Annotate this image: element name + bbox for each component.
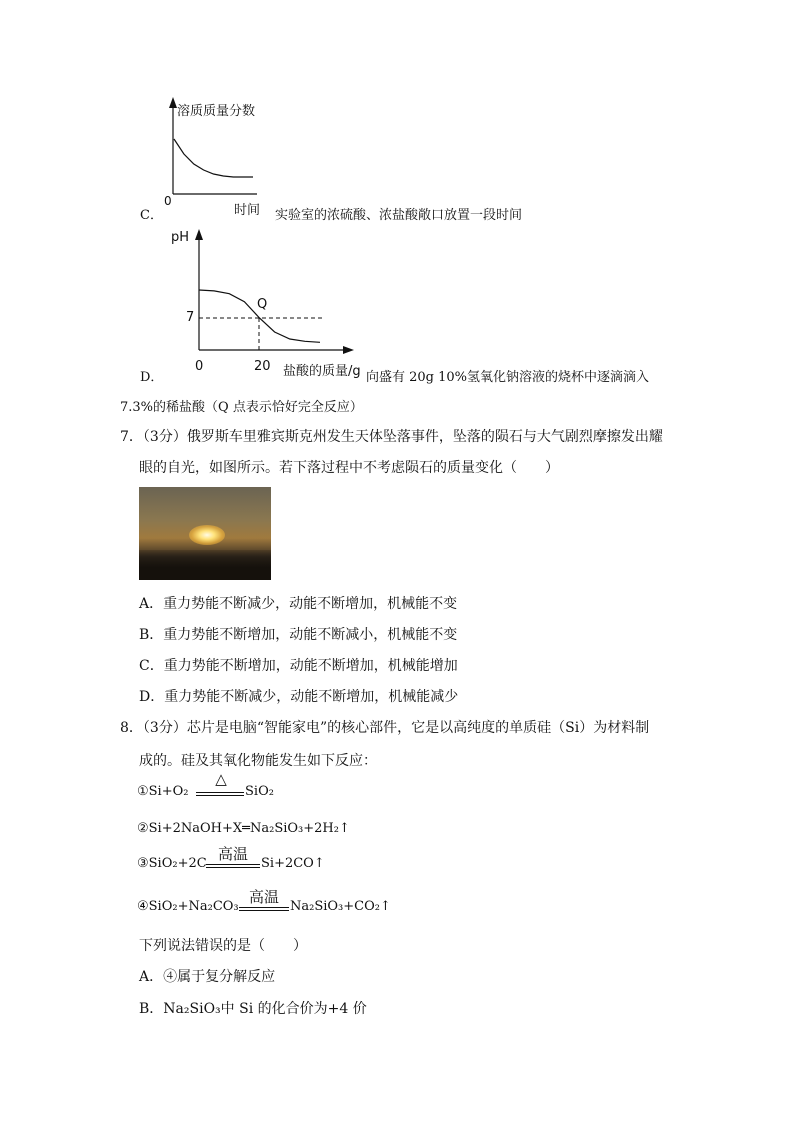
option-c-text: 实验室的浓硫酸、浓盐酸敞口放置一段时间	[275, 208, 523, 223]
reaction-4-num: ④	[137, 899, 149, 914]
q7-line1: （3分）俄罗斯车里雅宾斯克州发生天体坠落事件，坠落的陨石与大气剧烈摩擦发出耀	[142, 429, 663, 445]
reaction-3-reactants: SiO₂+2C	[148, 856, 207, 871]
tree-silhouette	[139, 550, 271, 580]
reaction-3-left	[137, 856, 207, 871]
q7-option-d: D．重力势能不断减少，动能不断增加，机械能减少	[139, 689, 459, 705]
chart-c-origin: 0	[164, 194, 172, 208]
q8-prompt: 下列说法错误的是（ ）	[139, 938, 307, 954]
reaction-1-equals	[196, 792, 244, 796]
q7-stem-line1	[120, 426, 663, 446]
q7-option-b: B．重力势能不断增加，动能不断减小，机械能不变	[139, 627, 458, 643]
q8-line1: （3分）芯片是电脑“智能家电”的核心部件，它是以高纯度的单质硅（Si）为材料制	[142, 720, 650, 736]
chart-d-x-tick: 20	[254, 359, 271, 374]
chart-d-origin: 0	[195, 359, 204, 374]
chart-d-xlabel: 盐酸的质量/g	[283, 364, 361, 379]
chart-d-ylabel: pH	[171, 230, 190, 245]
q7-number: 7．	[120, 429, 143, 445]
reaction-3-equals	[206, 864, 260, 868]
reaction-3-num: ③	[137, 856, 149, 871]
reaction-4-condition: 高温	[248, 888, 279, 906]
option-d-text-line2: 7.3%的稀盐酸（Q 点表示恰好完全反应）	[120, 400, 363, 415]
chart-c-xlabel: 时间	[234, 203, 261, 218]
reaction-2	[137, 821, 350, 836]
q7-option-c: C．重力势能不断增加，动能不断增加，机械能增加	[139, 658, 458, 674]
reaction-1-num: ①	[137, 784, 149, 799]
reaction-3-products: Si+2CO↑	[261, 856, 325, 871]
option-c-label: C．	[140, 208, 163, 223]
q7-option-a: A．重力势能不断减少，动能不断增加，机械能不变	[139, 596, 458, 612]
meteor-photo	[139, 487, 271, 580]
chart-d-y-tick: 7	[186, 310, 195, 325]
chart-d-y-arrow	[195, 229, 203, 240]
reaction-1-products: SiO₂	[245, 784, 274, 799]
chart-c-ylabel: 溶质质量分数	[177, 104, 256, 119]
q8-option-a: A．④属于复分解反应	[139, 969, 276, 985]
q8-stem-line1	[120, 717, 649, 737]
option-d-text-line1: 向盛有 20g 10%氢氧化钠溶液的烧杯中逐滴滴入	[366, 370, 650, 385]
reaction-4-reactants: SiO₂+Na₂CO₃	[148, 899, 239, 914]
reaction-4-equals	[239, 907, 289, 911]
q8-number: 8．	[120, 720, 143, 736]
reaction-1-reactants: Si+O₂	[148, 784, 189, 799]
reaction-4-products: Na₂SiO₃+CO₂↑	[290, 899, 391, 914]
q8-stem-line2: 成的。硅及其氧化物能发生如下反应：	[139, 753, 377, 769]
reaction-1-left	[137, 784, 188, 799]
reaction-4-left	[137, 899, 239, 914]
option-d-label: D．	[140, 370, 164, 385]
chart-d-x-arrow	[343, 346, 354, 354]
q8-option-b: B．Na₂SiO₃中 Si 的化合价为+4 价	[139, 1001, 367, 1017]
reaction-2-num: ②	[137, 821, 149, 836]
chart-d-q-label: Q	[257, 297, 268, 312]
reaction-2-text: Si+2NaOH+X═Na₂SiO₃+2H₂↑	[148, 821, 350, 836]
meteor-glow	[189, 525, 225, 545]
q7-stem-line2: 眼的自光，如图所示。若下落过程中不考虑陨石的质量变化（ ）	[139, 460, 559, 476]
reaction-1-condition: △	[215, 770, 227, 788]
reaction-3-condition: 高温	[217, 845, 248, 863]
